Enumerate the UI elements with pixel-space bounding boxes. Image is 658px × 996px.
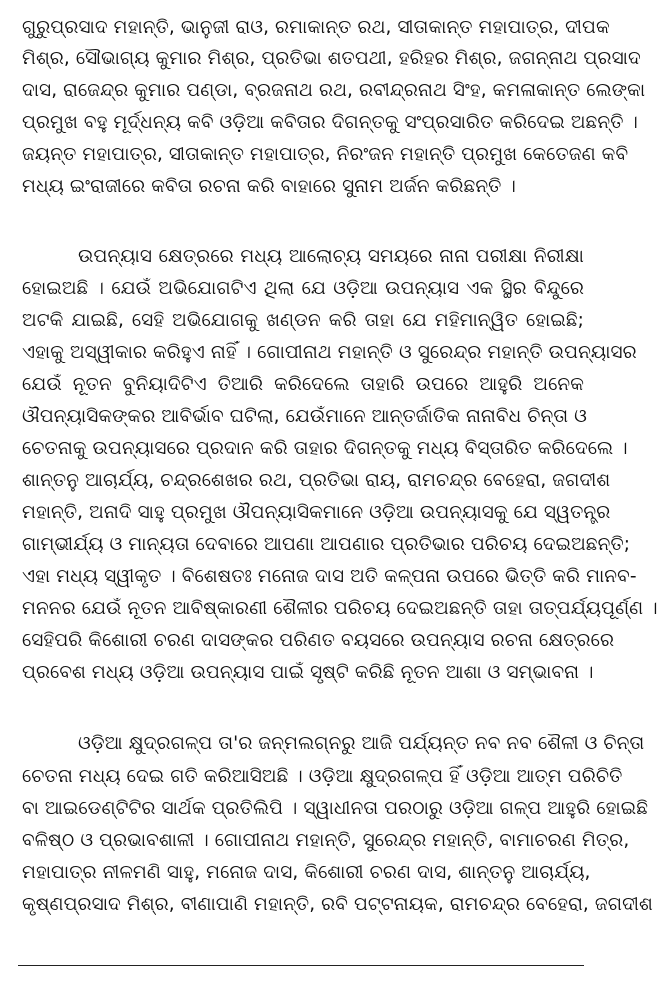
paragraph-2-line-2: ହୋଇଅଛି । ଯେଉଁ ଅଭିଯୋଗଟିଏ ଥିଲା ଯେ ଓଡ଼ିଆ ଉପନ୍ୟାସ ଏକ ସ୍ଥିର ବିନ୍ଦୁରେ	[22, 278, 584, 299]
paragraph-2-line-13: ସେହିପରି କିଶୋରୀ ଚରଣ ଦାସଙ୍କର ପରିଣତ ବୟସରେ ଉପନ୍ୟାସ ରଚନା କ୍ଷେତ୍ରରେ	[22, 630, 615, 651]
paragraph-3-line-3: ବା ଆଇଡେଣ୍ଟିଟିର ସାର୍ଥକ ପ୍ରତିଲିପି । ସ୍ୱାଧୀନତା ପରଠାରୁ ଓଡ଼ିଆ ଗଳ୍ପ ଆହୁରି ହୋଇଛି	[22, 798, 649, 819]
paragraph-2-line-1: ଉପନ୍ୟାସ କ୍ଷେତ୍ରରେ ମଧ୍ୟ ଆଲୋଚ୍ୟ ସମୟରେ ନାନା ପରୀକ୍ଷା ନିରୀକ୍ଷା	[78, 246, 584, 267]
paragraph-1-line-4: ପ୍ରମୁଖ ବହୁ ମୂର୍ଦ୍ଧନ୍ୟ କବି ଓଡ଼ିଆ କବିତାର ଦିଗନ୍ତକୁ ସଂପ୍ରସାରିତ କରିଦେଇ ଅଛନ୍ତି ।	[22, 112, 638, 133]
paragraph-2-line-7: ଚେତନାକୁ ଉପନ୍ୟାସରେ ପ୍ରଦାନ କରି ତାହାର ଦିଗନ୍ତକୁ ମଧ୍ୟ ବିସ୍ତାରିତ କରିଦେଲେ ।	[22, 438, 628, 459]
paragraph-1-line-1: ଗୁରୁପ୍ରସାଦ ମହାନ୍ତି, ଭାନୁଜୀ ରାଓ, ରମାକାନ୍ତ ରଥ, ସୀତାକାନ୍ତ ମହାପାତ୍ର, ଦୀପକ	[22, 17, 610, 38]
paragraph-2-line-11: ଏହା ମଧ୍ୟ ସ୍ୱୀକୃତ । ବିଶେଷତଃ ମନୋଜ ଦାସ ଅତି କଳ୍ପନା ଉପରେ ଭିତ୍ତି କରି ମାନବ-	[22, 566, 637, 587]
paragraph-2-line-8: ଶାନ୍ତନୁ ଆଚାର୍ଯ୍ୟ, ଚନ୍ଦ୍ରଶେଖର ରଥ, ପ୍ରତିଭା ରାୟ, ରାମଚନ୍ଦ୍ର ବେହେରା, ଜଗଦୀଶ	[22, 470, 611, 491]
footer-rule	[18, 965, 584, 966]
paragraph-2-line-4: ଏହାକୁ ଅସ୍ୱୀକାର କରିହୁଏ ନାହିଁ । ଗୋପୀନାଥ ମହାନ୍ତି ଓ ସୁରେନ୍ଦ୍ର ମହାନ୍ତି ଉପନ୍ୟାସର	[22, 342, 637, 363]
paragraph-1-line-3: ଦାସ, ରାଜେନ୍ଦ୍ର କୁମାର ପଣ୍ଡା, ବ୍ରଜନାଥ ରଥ, ରବୀନ୍ଦ୍ରନାଥ ସିଂହ, କମଳାକାନ୍ତ ଲେଙ୍କା	[22, 80, 646, 101]
paragraph-2-line-9: ମହାନ୍ତି, ଅନାଦି ସାହୁ ପ୍ରମୁଖ ଔପନ୍ୟାସିକମାନେ ଓଡ଼ିଆ ଉପନ୍ୟାସକୁ ଯେ ସ୍ୱତନ୍ତ୍ର	[22, 502, 611, 523]
paragraph-3-line-1: ଓଡ଼ିଆ କ୍ଷୁଦ୍ରଗଳ୍ପ ତା'ର ଜନ୍ମଲଗ୍ନରୁ ଆଜି ପର୍ଯ୍ୟନ୍ତ ନବ ନବ ଶୈଳୀ ଓ ଚିନ୍ତା	[78, 733, 645, 754]
paragraph-2-line-14: ପ୍ରବେଶ ମଧ୍ୟ ଓଡ଼ିଆ ଉପନ୍ୟାସ ପାଇଁ ସୃଷ୍ଟି କରିଛି ନୂତନ ଆଶା ଓ ସମ୍ଭାବନା ।	[22, 662, 594, 683]
paragraph-2-line-10: ଗାମ୍ଭୀର୍ଯ୍ୟ ଓ ମାନ୍ୟତା ଦେବାରେ ଆପଣା ଆପଣାର ପ୍ରତିଭାର ପରିଚୟ ଦେଇଅଛନ୍ତି;	[22, 534, 631, 555]
paragraph-3-line-5: ମହାପାତ୍ର ନୀଳମଣି ସାହୁ, ମନୋଜ ଦାସ, କିଶୋରୀ ଚରଣ ଦାସ, ଶାନ୍ତନୁ ଆଚାର୍ଯ୍ୟ,	[22, 862, 591, 883]
paragraph-3-line-2: ଚେତନା ମଧ୍ୟ ଦେଇ ଗତି କରିଆସିଅଛି । ଓଡ଼ିଆ କ୍ଷୁଦ୍ରଗଳ୍ପ ହିଁ ଓଡ଼ିଆ ଆତ୍ମ ପରିଚିତି	[22, 766, 623, 787]
paragraph-2-line-3: ଅଟକି ଯାଇଛି, ସେହି ଅଭିଯୋଗକୁ ଖଣ୍ଡନ କରି ତାହା ଯେ ମହିମାନ୍ୱିତ ହୋଇଛି;	[22, 310, 584, 331]
paragraph-3-line-4: ବଳିଷ୍ଠ ଓ ପ୍ରଭାବଶାଳୀ । ଗୋପୀନାଥ ମହାନ୍ତି, ସୁରେନ୍ଦ୍ର ମହାନ୍ତି, ବାମାଚରଣ ମିତ୍ର,	[22, 830, 630, 851]
paragraph-1-line-2: ମିଶ୍ର, ସୌଭାଗ୍ୟ କୁମାର ମିଶ୍ର, ପ୍ରତିଭା ଶତପଥୀ, ହରିହର ମିଶ୍ର, ଜଗନ୍ନାଥ ପ୍ରସାଦ	[22, 48, 641, 69]
paragraph-1-line-6: ମଧ୍ୟ ଇଂରାଜୀରେ କବିତା ରଚନା କରି ବାହାରେ ସୁନାମ ଅର୍ଜନ କରିଛନ୍ତି ।	[22, 176, 516, 197]
paragraph-2-line-5: ଯେଉଁ ନୂତନ ବୁନିୟାଦିଟିଏ ତିଆରି କରିଦେଲେ ତାହାରି ଉପରେ ଆହୁରି ଅନେକ	[22, 374, 584, 395]
paragraph-2-line-6: ଔପନ୍ୟାସିକଙ୍କର ଆବିର୍ଭାବ ଘଟିଲା, ଯେଉଁମାନେ ଆନ୍ତର୍ଜାତିକ ନାନାବିଧ ଚିନ୍ତା ଓ	[22, 406, 587, 427]
paragraph-2-line-12: ମନନର ଯେଉଁ ନୂତନ ଆବିଷ୍କାରଣୀ ଶୈଳୀର ପରିଚୟ ଦେଇଅଛନ୍ତି ତାହା ତାତ୍ପର୍ଯ୍ୟପୂର୍ଣ୍ଣ ।	[22, 598, 658, 619]
paragraph-1-line-5: ଜୟନ୍ତ ମହାପାତ୍ର, ସୀତାକାନ୍ତ ମହାପାତ୍ର, ନିରଂଜନ ମହାନ୍ତି ପ୍ରମୁଖ କେତେଜଣ କବି	[22, 144, 629, 165]
paragraph-3-line-6: କୃଷ୍ଣପ୍ରସାଦ ମିଶ୍ର, ବୀଣାପାଣି ମହାନ୍ତି, ରବି ପଟ୍ଟନାୟକ, ରାମଚନ୍ଦ୍ର ବେହେରା, ଜଗଦୀଶ	[22, 894, 653, 915]
